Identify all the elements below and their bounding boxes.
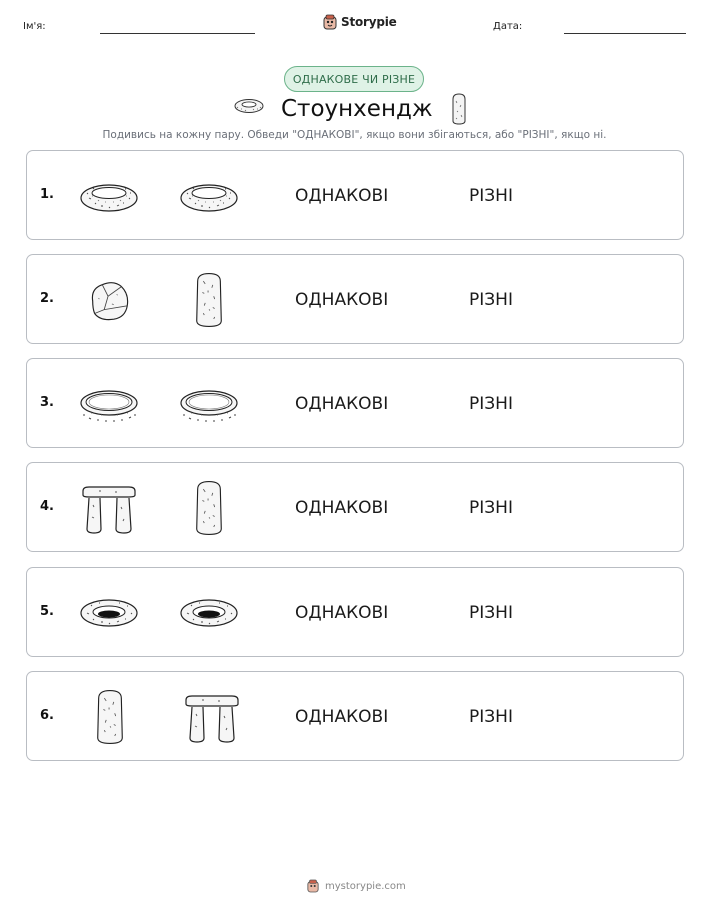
trilithon-icon xyxy=(182,694,242,744)
row-number: 4. xyxy=(40,499,54,514)
stone-ring-icon xyxy=(233,96,265,114)
option-same[interactable]: ОДНАКОВІ xyxy=(295,707,389,727)
option-different[interactable]: РІЗНІ xyxy=(469,498,513,518)
name-label: Ім'я: xyxy=(23,21,46,32)
stone-pit-ring-icon xyxy=(179,593,239,633)
trilithon-icon xyxy=(79,485,139,535)
logo-text: Storypie xyxy=(341,15,397,29)
option-different[interactable]: РІЗНІ xyxy=(469,603,513,623)
boulder-icon xyxy=(85,277,133,325)
option-same[interactable]: ОДНАКОВІ xyxy=(295,186,389,206)
option-same[interactable]: ОДНАКОВІ xyxy=(295,498,389,518)
pair-card-3 xyxy=(26,358,684,448)
pair-card-4 xyxy=(26,462,684,552)
standing-stone-icon xyxy=(192,271,226,329)
storypie-mascot-icon xyxy=(323,14,337,30)
instructions: Подивись на кожну пару. Обведи "ОДНАКОВІ", якщо вони збігаються, або "РІЗНІ", якщо ні. xyxy=(102,129,607,141)
standing-stone-icon xyxy=(450,93,468,125)
row-number: 6. xyxy=(40,708,54,723)
worksheet-type-badge: ОДНАКОВЕ ЧИ РІЗНЕ xyxy=(284,66,424,92)
storypie-logo xyxy=(323,13,397,31)
standing-stone-icon xyxy=(192,479,226,537)
option-different[interactable]: РІЗНІ xyxy=(469,186,513,206)
stone-pit-ring-icon xyxy=(79,593,139,633)
pair-card-6 xyxy=(26,671,684,761)
footer xyxy=(307,879,406,893)
option-same[interactable]: ОДНАКОВІ xyxy=(295,603,389,623)
footer-url[interactable]: mystorypie.com xyxy=(325,880,406,892)
row-number: 5. xyxy=(40,604,54,619)
pair-card-1 xyxy=(26,150,684,240)
stone-circle-icon xyxy=(79,385,139,425)
name-line[interactable] xyxy=(100,33,255,34)
stone-circle-icon xyxy=(179,385,239,425)
page-title: Стоунхендж xyxy=(281,96,433,122)
option-same[interactable]: ОДНАКОВІ xyxy=(295,394,389,414)
row-number: 2. xyxy=(40,291,54,306)
standing-stone-icon xyxy=(93,688,127,746)
option-different[interactable]: РІЗНІ xyxy=(469,290,513,310)
storypie-mascot-icon xyxy=(307,879,319,893)
option-same[interactable]: ОДНАКОВІ xyxy=(295,290,389,310)
option-different[interactable]: РІЗНІ xyxy=(469,707,513,727)
row-number: 1. xyxy=(40,187,54,202)
pair-card-2 xyxy=(26,254,684,344)
pair-card-5 xyxy=(26,567,684,657)
stone-ring-icon xyxy=(179,176,239,216)
option-different[interactable]: РІЗНІ xyxy=(469,394,513,414)
title-row xyxy=(0,93,709,125)
date-label: Дата: xyxy=(493,21,523,32)
stone-ring-icon xyxy=(79,176,139,216)
row-number: 3. xyxy=(40,395,54,410)
date-line[interactable] xyxy=(564,33,686,34)
